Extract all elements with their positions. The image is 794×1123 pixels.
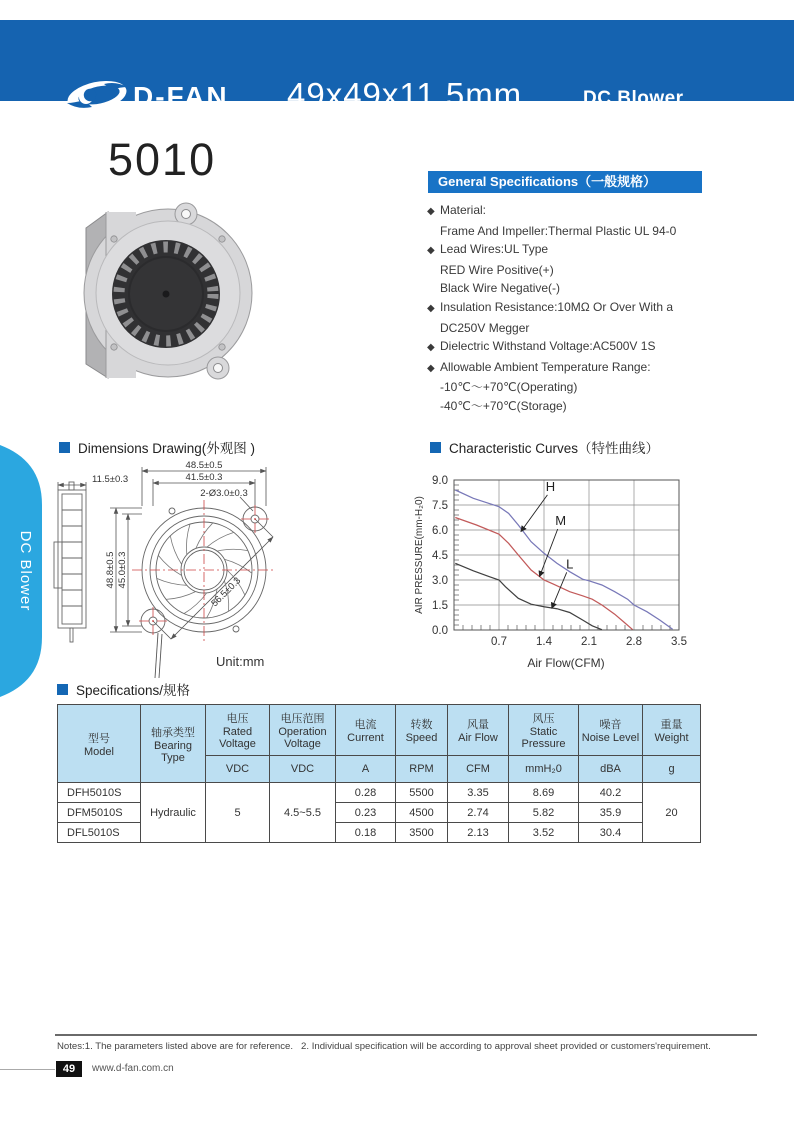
- general-specs-list: [427, 201, 757, 416]
- website-url: www.d-fan.com.cn: [92, 1063, 174, 1074]
- blue-square-icon: [430, 442, 441, 453]
- table-cell: DFM5010S: [58, 803, 141, 823]
- table-cell: 5500: [396, 783, 448, 803]
- y-tick-label: 9.0: [432, 475, 448, 487]
- center-lines: [132, 500, 276, 644]
- x-axis-label: Air Flow(CFM): [527, 656, 605, 670]
- spec-line: [427, 298, 757, 319]
- y-tick-label: 0.0: [432, 625, 448, 637]
- unit-header: g: [643, 756, 701, 783]
- diamond-bullet-icon: ◆: [427, 245, 435, 257]
- table-cell: 5: [206, 783, 270, 843]
- spec-line-text: -10℃～+70℃(Operating): [440, 380, 578, 395]
- curve-H: [455, 490, 672, 629]
- column-header: 噪音 Noise Level: [579, 705, 643, 756]
- table-cell: 3.52: [509, 823, 579, 843]
- spec-line-text: Dielectric Withstand Voltage:AC500V 1S: [440, 339, 656, 354]
- x-tick-label: 2.1: [581, 636, 597, 648]
- table-cell: 3.35: [448, 783, 509, 803]
- spec-table-section-heading: [57, 679, 190, 699]
- column-header: 重量 Weight: [643, 705, 701, 756]
- footer-notes: Notes:1. The parameters listed above are for reference. 2. Individual specification will be according to approval sheet provided or customers'requirement.: [57, 1041, 711, 1052]
- unit-header: VDC: [270, 756, 336, 783]
- table-cell: 8.69: [509, 783, 579, 803]
- impeller-blade: [186, 524, 190, 555]
- impeller-blade: [207, 532, 234, 547]
- x-tick-label: 1.4: [536, 636, 552, 648]
- column-header: 型号 Model: [58, 705, 141, 783]
- column-header: 风压 Static Pressure: [509, 705, 579, 756]
- spec-line-text: Black Wire Negative(-): [440, 281, 561, 296]
- header-bar: [0, 20, 794, 113]
- table-cell: 4.5~5.5: [270, 783, 336, 843]
- spec-line: [427, 397, 757, 416]
- side-tab-label: DC Blower: [17, 530, 34, 612]
- dimensions-section-heading: [59, 437, 255, 457]
- page-number-rule: [0, 1069, 55, 1070]
- side-tab: [0, 445, 42, 697]
- spec-line-text: DC250V Megger: [440, 320, 530, 335]
- characteristic-curves-chart: [410, 460, 718, 684]
- brand-name: D-FAN: [133, 81, 229, 112]
- impeller-blade: [184, 593, 207, 614]
- x-tick-label: 3.5: [671, 636, 687, 648]
- table-cell: DFH5010S: [58, 783, 141, 803]
- dim-diagonal: 56.5±0.3: [209, 575, 244, 610]
- y-tick-label: 3.0: [432, 575, 448, 587]
- curve-label-M: M: [555, 513, 567, 528]
- y-tick-label: 6.0: [432, 525, 448, 537]
- spec-line-text: Lead Wires:UL Type: [440, 242, 549, 257]
- table-cell: 0.18: [336, 823, 396, 843]
- dim-holes: 2-Ø3.0±0.3: [200, 488, 248, 499]
- footer-divider: [55, 1034, 757, 1036]
- dim-width-inner: 41.5±0.3: [185, 472, 223, 483]
- unit-header: dBA: [579, 756, 643, 783]
- general-specs-header: General Specifications（一般规格）: [428, 171, 702, 193]
- product-photo: [78, 198, 254, 390]
- unit-header: A: [336, 756, 396, 783]
- diamond-bullet-icon: ◆: [427, 342, 435, 354]
- table-cell: 5.82: [509, 803, 579, 823]
- table-cell: Hydraulic: [141, 783, 206, 843]
- screw: [219, 344, 225, 350]
- table-cell: 0.23: [336, 803, 396, 823]
- table-cell: 3500: [396, 823, 448, 843]
- impeller-blade: [170, 536, 181, 565]
- unit-header: CFM: [448, 756, 509, 783]
- dim-width-outer: 48.5±0.5: [185, 460, 223, 471]
- product-type-label: DC Blower: [583, 88, 684, 109]
- x-tick-label: 2.8: [626, 636, 642, 648]
- page-title-size: 49x49x11.5mm: [287, 76, 523, 113]
- column-header: 电流 Current: [336, 705, 396, 756]
- curve-label-L: L: [566, 556, 574, 572]
- table-cell: 0.28: [336, 783, 396, 803]
- diamond-bullet-icon: ◆: [427, 206, 435, 217]
- y-tick-label: 1.5: [432, 600, 448, 612]
- spec-line-text: Frame And Impeller:Thermal Plastic UL 94-0: [440, 223, 677, 238]
- table-cell: 4500: [396, 803, 448, 823]
- y-axis-label: AIR PRESSURE(mm-H₂0): [414, 496, 425, 614]
- page-number-badge: 49: [56, 1061, 82, 1077]
- spec-line: [427, 319, 757, 338]
- screw: [111, 236, 117, 242]
- spec-line: [427, 337, 757, 358]
- spec-table: [57, 704, 701, 843]
- spec-line-text: Material:: [440, 203, 487, 217]
- screw: [111, 344, 117, 350]
- dim-unit: Unit:mm: [216, 654, 265, 669]
- unit-header: VDC: [206, 756, 270, 783]
- curves-section-title: Characteristic Curves（特性曲线）: [449, 441, 660, 456]
- table-cell: DFL5010S: [58, 823, 141, 843]
- impeller-blade: [166, 592, 196, 600]
- dimensions-drawing: [52, 458, 360, 682]
- screw: [219, 236, 225, 242]
- table-cell: 2.13: [448, 823, 509, 843]
- table-cell: 40.2: [579, 783, 643, 803]
- spec-line: [427, 358, 757, 379]
- unit-header: mmH₂0: [509, 756, 579, 783]
- impeller-blade: [217, 549, 248, 551]
- spec-line: [427, 201, 757, 222]
- dim-height-inner: 45.0±0.3: [117, 551, 128, 589]
- dim-height-outer: 48.8±0.5: [105, 551, 116, 589]
- diamond-bullet-icon: ◆: [427, 362, 435, 374]
- spec-line-text: Allowable Ambient Temperature Range:: [440, 359, 651, 374]
- blue-square-icon: [59, 442, 70, 453]
- dim-thickness: 11.5±0.3: [92, 474, 129, 485]
- dimensions-section-title: Dimensions Drawing(外观图 ): [78, 441, 256, 456]
- table-cell: 2.74: [448, 803, 509, 823]
- spec-line-text: RED Wire Positive(+): [440, 262, 554, 277]
- spec-line: [427, 378, 757, 397]
- table-cell: 30.4: [579, 823, 643, 843]
- spec-line: [427, 240, 757, 261]
- impeller-blade: [157, 578, 187, 585]
- y-tick-label: 7.5: [432, 500, 448, 512]
- diamond-bullet-icon: ◆: [427, 302, 435, 314]
- column-header: 电压 Rated Voltage: [206, 705, 270, 756]
- blue-square-icon: [57, 684, 68, 695]
- column-header: 转数 Speed: [396, 705, 448, 756]
- column-header: 电压范围 Operation Voltage: [270, 705, 336, 756]
- x-tick-label: 0.7: [491, 636, 507, 648]
- y-tick-label: 4.5: [432, 550, 448, 562]
- table-cell: 35.9: [579, 803, 643, 823]
- chart-plot-area: [432, 475, 687, 648]
- column-header: 风量 Air Flow: [448, 705, 509, 756]
- curve-L: [455, 563, 602, 629]
- curves-section-heading: [430, 437, 659, 457]
- side-view: [54, 482, 86, 642]
- table-row: [58, 783, 701, 803]
- spec-line-text: Insulation Resistance:10MΩ Or Over With a: [440, 299, 674, 314]
- unit-header: RPM: [396, 756, 448, 783]
- curve-label-H: H: [545, 478, 556, 494]
- model-number-heading: 5010: [108, 134, 217, 185]
- column-header: 轴承类型 Bearing Type: [141, 705, 206, 783]
- spec-line: [427, 261, 757, 280]
- spec-line-text: -40℃～+70℃(Storage): [440, 398, 567, 413]
- spec-line: [427, 222, 757, 241]
- spec-line: [427, 279, 757, 298]
- table-cell: 20: [643, 783, 701, 843]
- dfan-logo-icon: [64, 72, 130, 120]
- spec-table-section-title: Specifications/规格: [76, 683, 191, 698]
